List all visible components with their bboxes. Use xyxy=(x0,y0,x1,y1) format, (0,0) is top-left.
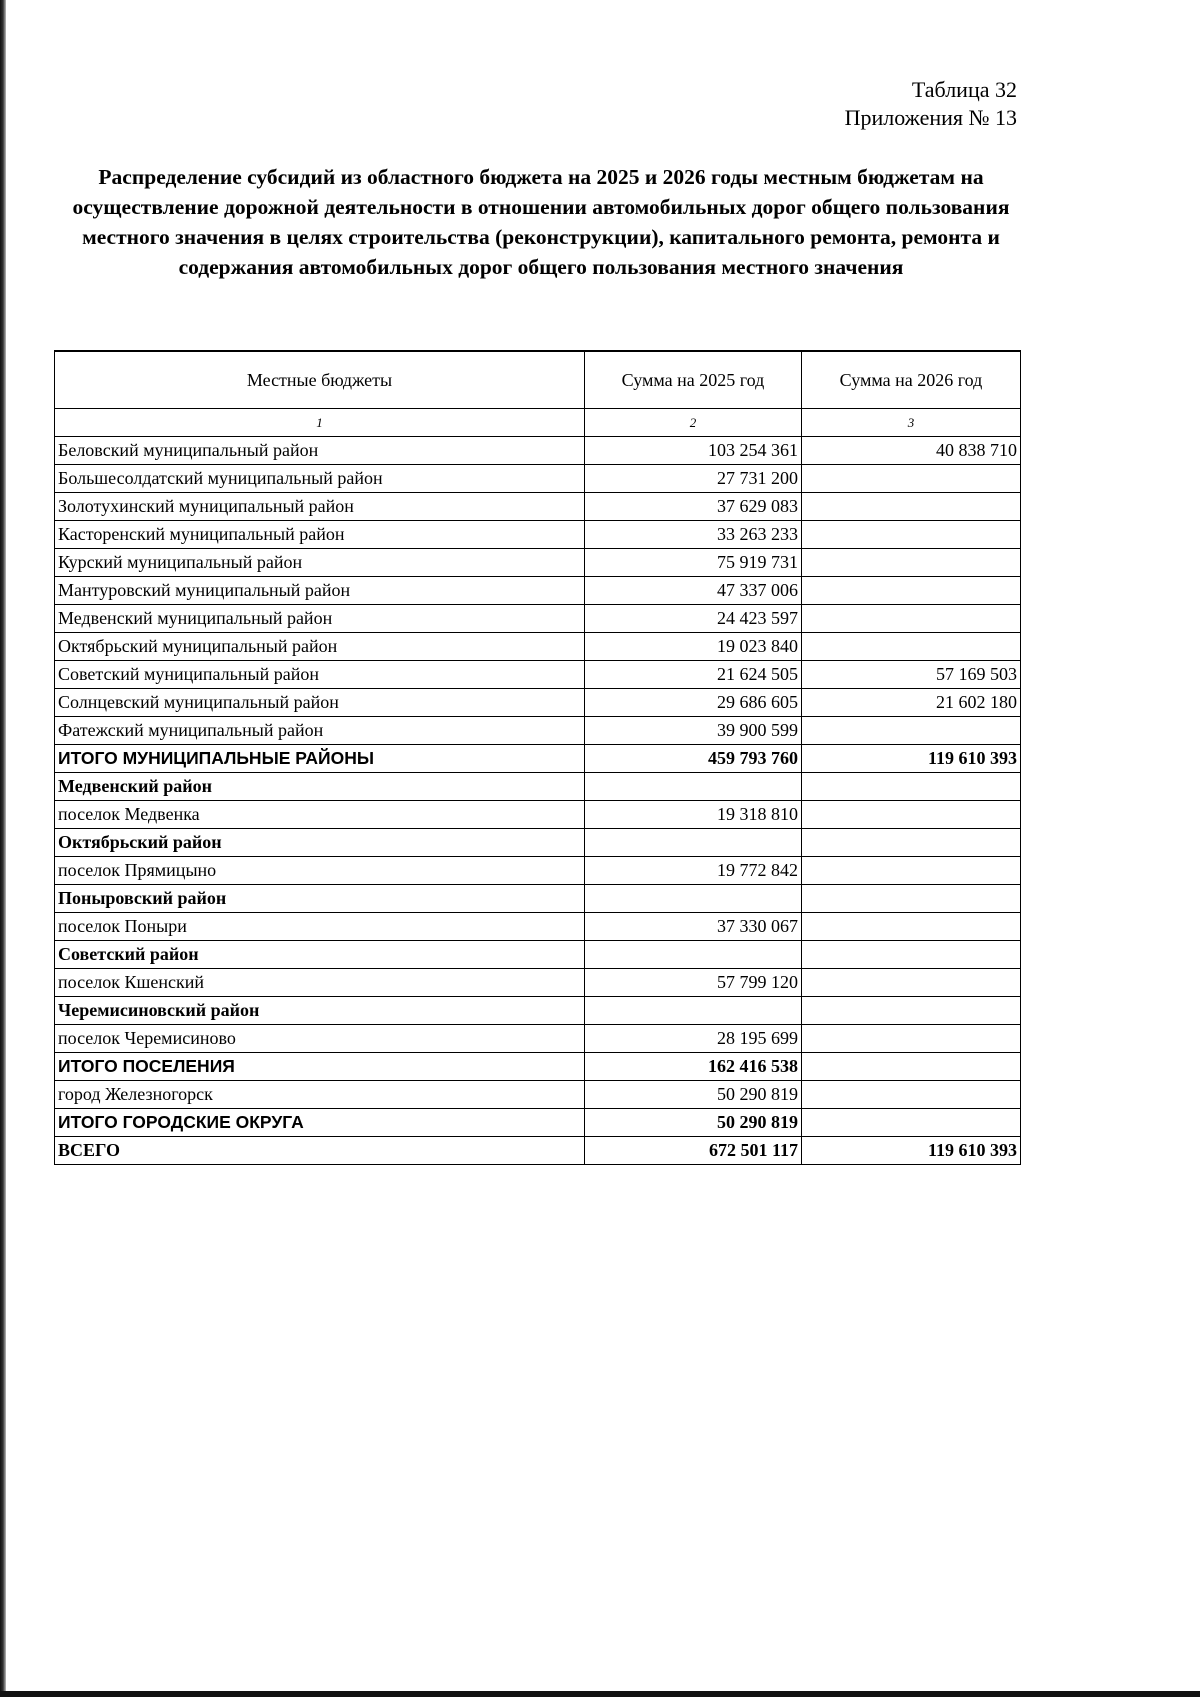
sum-2026 xyxy=(802,577,1021,605)
sum-2025: 21 624 505 xyxy=(585,661,802,689)
table-row xyxy=(55,437,1021,465)
sum-2025: 672 501 117 xyxy=(585,1137,802,1165)
budget-name: город Железногорск xyxy=(55,1081,585,1109)
table-row xyxy=(55,689,1021,717)
sum-2025: 29 686 605 xyxy=(585,689,802,717)
sum-2025: 39 900 599 xyxy=(585,717,802,745)
sum-2025: 28 195 699 xyxy=(585,1025,802,1053)
document-title: Распределение субсидий из областного бюджета на 2025 и 2026 годы местным бюджетам на осуществление дорожной деятельности в отношении автомобильных дорог общего пользования местного значения в целях строительства (реконструкции), капитального ремонта, ремонта и содержания автомобильных дорог общего пользования местного значения xyxy=(72,165,1010,279)
sum-2025: 50 290 819 xyxy=(585,1109,802,1137)
sum-2025: 37 629 083 xyxy=(585,493,802,521)
table-row xyxy=(55,1081,1021,1109)
sum-2025 xyxy=(585,829,802,857)
scan-edge-left xyxy=(0,0,6,1697)
header-sum-2026: Сумма на 2026 год xyxy=(802,351,1021,409)
subtotal-row xyxy=(55,1109,1021,1137)
subtotal-label: ИТОГО МУНИЦИПАЛЬНЫЕ РАЙОНЫ xyxy=(55,745,585,773)
sum-2026 xyxy=(802,633,1021,661)
budget-name: Советский муниципальный район xyxy=(55,661,585,689)
budget-name: Золотухинский муниципальный район xyxy=(55,493,585,521)
table-row xyxy=(55,549,1021,577)
sum-2025 xyxy=(585,941,802,969)
table-reference xyxy=(845,76,1017,132)
appendix-number: Приложения № 13 xyxy=(844,105,1017,130)
sum-2025: 50 290 819 xyxy=(585,1081,802,1109)
sum-2025: 33 263 233 xyxy=(585,521,802,549)
table-row xyxy=(55,493,1021,521)
sum-2025: 459 793 760 xyxy=(585,745,802,773)
district-group-row xyxy=(55,829,1021,857)
sum-2026: 40 838 710 xyxy=(802,437,1021,465)
budget-name: Медвенский муниципальный район xyxy=(55,605,585,633)
sum-2026 xyxy=(802,997,1021,1025)
sum-2025: 57 799 120 xyxy=(585,969,802,997)
budget-name: Беловский муниципальный район xyxy=(55,437,585,465)
header-sum-2025: Сумма на 2025 год xyxy=(585,351,802,409)
column-number: 1 xyxy=(55,409,585,437)
sum-2026 xyxy=(802,829,1021,857)
sum-2025: 37 330 067 xyxy=(585,913,802,941)
sum-2026 xyxy=(802,969,1021,997)
table-row xyxy=(55,577,1021,605)
district-name: Октябрьский район xyxy=(55,829,585,857)
sum-2026 xyxy=(802,773,1021,801)
table-row xyxy=(55,465,1021,493)
table-number: Таблица 32 xyxy=(911,77,1017,102)
district-group-row xyxy=(55,997,1021,1025)
sum-2025: 27 731 200 xyxy=(585,465,802,493)
subsidy-table xyxy=(54,350,1021,1165)
sum-2026 xyxy=(802,521,1021,549)
sum-2026 xyxy=(802,857,1021,885)
column-number: 2 xyxy=(585,409,802,437)
budget-name: поселок Кшенский xyxy=(55,969,585,997)
sum-2026: 21 602 180 xyxy=(802,689,1021,717)
sum-2025 xyxy=(585,773,802,801)
sum-2026 xyxy=(802,605,1021,633)
column-number: 3 xyxy=(802,409,1021,437)
sum-2026 xyxy=(802,1081,1021,1109)
district-name: Советский район xyxy=(55,941,585,969)
table-row xyxy=(55,857,1021,885)
district-name: Медвенский район xyxy=(55,773,585,801)
header-row xyxy=(55,351,1021,409)
sum-2026 xyxy=(802,941,1021,969)
budget-name: Курский муниципальный район xyxy=(55,549,585,577)
budget-name: поселок Медвенка xyxy=(55,801,585,829)
sum-2025: 162 416 538 xyxy=(585,1053,802,1081)
scan-edge-bottom xyxy=(0,1691,1200,1697)
sum-2026 xyxy=(802,1109,1021,1137)
district-name: Черемисиновский район xyxy=(55,997,585,1025)
sum-2026 xyxy=(802,801,1021,829)
subtotal-label: ИТОГО ПОСЕЛЕНИЯ xyxy=(55,1053,585,1081)
district-group-row xyxy=(55,885,1021,913)
sum-2026 xyxy=(802,717,1021,745)
sum-2025 xyxy=(585,997,802,1025)
table-row xyxy=(55,717,1021,745)
sum-2025: 19 318 810 xyxy=(585,801,802,829)
sum-2026 xyxy=(802,913,1021,941)
sum-2026 xyxy=(802,493,1021,521)
district-group-row xyxy=(55,941,1021,969)
sum-2026: 119 610 393 xyxy=(802,1137,1021,1165)
column-number-row xyxy=(55,409,1021,437)
sum-2026 xyxy=(802,1025,1021,1053)
district-name: Поныровский район xyxy=(55,885,585,913)
sum-2026 xyxy=(802,465,1021,493)
budget-name: Солнцевский муниципальный район xyxy=(55,689,585,717)
sum-2025: 103 254 361 xyxy=(585,437,802,465)
grand-total-label: ВСЕГО xyxy=(55,1137,585,1165)
budget-name: Мантуровский муниципальный район xyxy=(55,577,585,605)
budget-name: Октябрьский муниципальный район xyxy=(55,633,585,661)
sum-2026: 119 610 393 xyxy=(802,745,1021,773)
sum-2025: 19 772 842 xyxy=(585,857,802,885)
table-row xyxy=(55,661,1021,689)
subtotal-label: ИТОГО ГОРОДСКИЕ ОКРУГА xyxy=(55,1109,585,1137)
subtotal-row xyxy=(55,1053,1021,1081)
budget-name: Фатежский муниципальный район xyxy=(55,717,585,745)
sum-2025: 24 423 597 xyxy=(585,605,802,633)
sum-2025: 75 919 731 xyxy=(585,549,802,577)
district-group-row xyxy=(55,773,1021,801)
budget-name: Большесолдатский муниципальный район xyxy=(55,465,585,493)
subtotal-row xyxy=(55,745,1021,773)
sum-2026 xyxy=(802,549,1021,577)
budget-name: поселок Черемисиново xyxy=(55,1025,585,1053)
sum-2025 xyxy=(585,885,802,913)
sum-2026 xyxy=(802,885,1021,913)
header-local-budgets: Местные бюджеты xyxy=(55,351,585,409)
budget-name: поселок Поныри xyxy=(55,913,585,941)
sum-2025: 19 023 840 xyxy=(585,633,802,661)
budget-name: поселок Прямицыно xyxy=(55,857,585,885)
grand-total-row xyxy=(55,1137,1021,1165)
budget-name: Касторенский муниципальный район xyxy=(55,521,585,549)
table-row xyxy=(55,969,1021,997)
table-row xyxy=(55,521,1021,549)
table-row xyxy=(55,801,1021,829)
sum-2026 xyxy=(802,1053,1021,1081)
table-row xyxy=(55,913,1021,941)
table-row xyxy=(55,1025,1021,1053)
table-row xyxy=(55,633,1021,661)
table-row xyxy=(55,605,1021,633)
sum-2026: 57 169 503 xyxy=(802,661,1021,689)
sum-2025: 47 337 006 xyxy=(585,577,802,605)
